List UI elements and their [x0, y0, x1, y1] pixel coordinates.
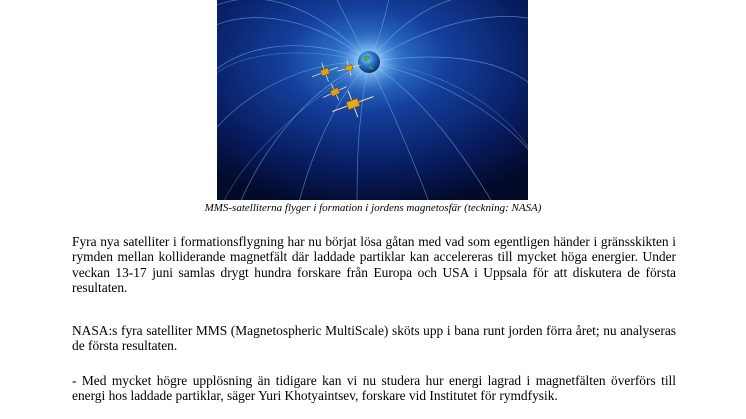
earth-icon [358, 51, 380, 73]
paragraph-mms: NASA:s fyra satelliter MMS (Magnetospheric MultiScale) sköts upp i bana runt jorden förra året; nu analyseras de första resultaten. [72, 323, 676, 354]
paragraph-intro: Fyra nya satelliter i formationsflygning har nu börjat lösa gåtan med vad som egentligen händer i gränsskikten i rymden mellan kolliderande magnetfält där laddade partiklar kan accelereras till mycket höga energier. Under veckan 13-17 juni samlas drygt hundra forskare från Europa och USA i Uppsala för att diskutera de första resultaten. [72, 234, 676, 296]
magnetosphere-illustration [217, 0, 528, 200]
figure-caption: MMS-satelliterna flyger i formation i jordens magnetosfär (teckning: NASA) [204, 202, 542, 214]
paragraph-quote: - Med mycket högre upplösning än tidigare kan vi nu studera hur energi lagrad i magnetfälten överförs till energi hos laddade partiklar, säger Yuri Khotyaintsev, forskare vid Institutet för rymdfysik. [72, 373, 676, 404]
